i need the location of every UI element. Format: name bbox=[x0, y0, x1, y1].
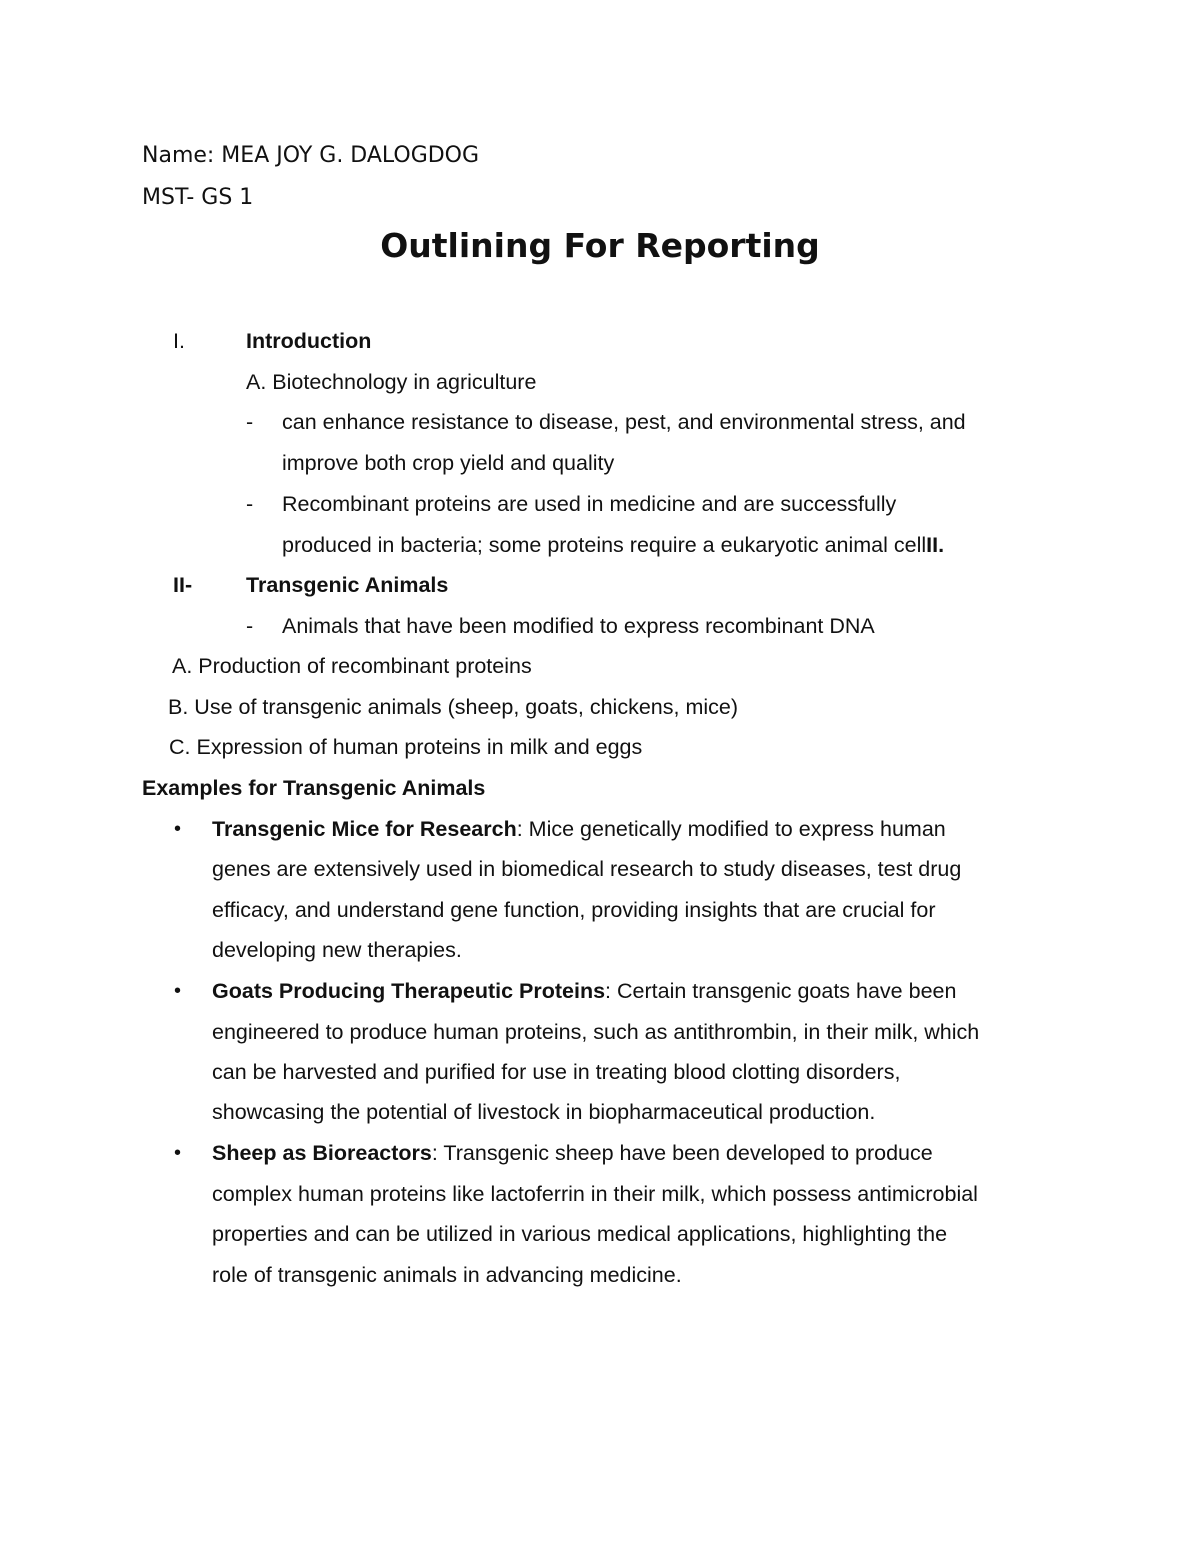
example-1-line-4: developing new therapies. bbox=[212, 938, 462, 962]
section-2-numeral: II- bbox=[173, 573, 193, 597]
section-2-heading: Transgenic Animals bbox=[246, 573, 449, 597]
example-2-line-4: showcasing the potential of livestock in biopharmaceutical production. bbox=[212, 1100, 876, 1124]
section-1-point-2-tail: II. bbox=[926, 533, 945, 557]
section-1-point-1-line-1: can enhance resistance to disease, pest, and environmental stress, and bbox=[282, 410, 966, 434]
page-title: Outlining For Reporting bbox=[380, 226, 820, 265]
examples-heading: Examples for Transgenic Animals bbox=[142, 776, 486, 800]
example-2-line-3: can be harvested and purified for use in treating blood clotting disorders, bbox=[212, 1060, 901, 1084]
example-3-line-4: role of transgenic animals in advancing medicine. bbox=[212, 1263, 682, 1287]
section-1-point-1-line-2: improve both crop yield and quality bbox=[282, 451, 615, 475]
section-1-numeral: I. bbox=[173, 329, 185, 353]
example-3-line-3: properties and can be utilized in various medical applications, highlighting the bbox=[212, 1222, 948, 1246]
dash-marker: - bbox=[246, 410, 254, 434]
example-2-line-2: engineered to produce human proteins, such as antithrombin, in their milk, which bbox=[212, 1020, 980, 1044]
example-1-term: Transgenic Mice for Research bbox=[212, 817, 517, 841]
bullet-icon: • bbox=[174, 818, 182, 840]
example-2-line-1: Goats Producing Therapeutic Proteins: Certain transgenic goats have been bbox=[212, 979, 957, 1003]
student-name: Name: MEA JOY G. DALOGDOG bbox=[142, 143, 480, 168]
section-1-point-2-line-2: produced in bacteria; some proteins require a eukaryotic animal cellII. bbox=[282, 533, 945, 557]
section-2-sub-b: B. Use of transgenic animals (sheep, goats, chickens, mice) bbox=[168, 695, 739, 719]
section-2-sub-c: C. Expression of human proteins in milk and eggs bbox=[169, 735, 643, 759]
example-3-line-2: complex human proteins like lactoferrin in their milk, which possess antimicrobial bbox=[212, 1182, 978, 1206]
example-3-term: Sheep as Bioreactors bbox=[212, 1141, 432, 1165]
bullet-icon: • bbox=[174, 980, 182, 1002]
dash-marker: - bbox=[246, 614, 254, 638]
section-1-heading: Introduction bbox=[246, 329, 372, 353]
bullet-icon: • bbox=[174, 1142, 182, 1164]
section-1-sub-a: A. Biotechnology in agriculture bbox=[246, 370, 537, 394]
example-3-line-1: Sheep as Bioreactors: Transgenic sheep have been developed to produce bbox=[212, 1141, 933, 1165]
example-1-line-2: genes are extensively used in biomedical research to study diseases, test drug bbox=[212, 857, 962, 881]
example-2-term: Goats Producing Therapeutic Proteins bbox=[212, 979, 606, 1003]
dash-marker: - bbox=[246, 492, 254, 516]
example-1-line-3: efficacy, and understand gene function, providing insights that are crucial for bbox=[212, 898, 936, 922]
example-1-line-1: Transgenic Mice for Research: Mice genetically modified to express human bbox=[212, 817, 946, 841]
section-2-sub-a: A. Production of recombinant proteins bbox=[172, 654, 532, 678]
course-code: MST- GS 1 bbox=[142, 185, 254, 210]
section-1-point-2-line-1: Recombinant proteins are used in medicine and are successfully bbox=[282, 492, 897, 516]
section-2-point-1: Animals that have been modified to express recombinant DNA bbox=[282, 614, 875, 638]
